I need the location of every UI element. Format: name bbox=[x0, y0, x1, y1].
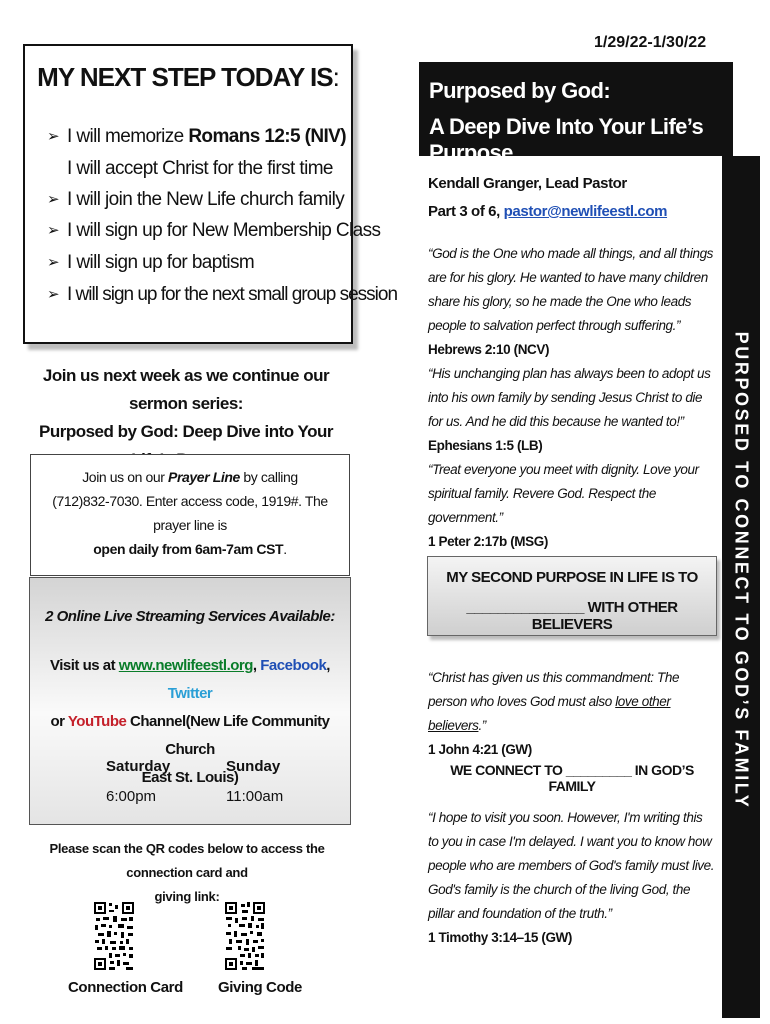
step-item-baptism[interactable] bbox=[47, 252, 255, 274]
step-item-text: I will accept Christ for the first time bbox=[67, 158, 333, 179]
step-item-accept-christ[interactable] bbox=[67, 158, 333, 180]
website-link[interactable]: www.newlifeestl.org bbox=[118, 657, 253, 674]
verse-peter bbox=[428, 458, 716, 554]
connection-card-label: Connection Card bbox=[68, 979, 183, 996]
verse-reference: Hebrews 2:10 (NCV) bbox=[428, 342, 550, 357]
step-item-verse: Romans 12:5 (NIV) bbox=[188, 126, 346, 147]
connect-pre: WE CONNECT TO bbox=[450, 762, 566, 778]
purpose-line2-text: WITH OTHER BELIEVERS bbox=[531, 599, 678, 633]
arrow-bullet-icon: ➢ bbox=[47, 286, 59, 303]
verse-john bbox=[428, 666, 716, 762]
verse-reference: Ephesians 1:5 (LB) bbox=[428, 438, 543, 453]
join-next-line1: Join us next week as we continue our sermon series: bbox=[42, 366, 330, 413]
connect-post: IN GOD’S FAMILY bbox=[548, 762, 694, 794]
side-title: PURPOSED TO CONNECT TO GOD’S FAMILY bbox=[731, 331, 752, 810]
saturday-time: 6:00pm bbox=[106, 788, 157, 805]
saturday-label: Saturday bbox=[106, 758, 171, 775]
prayer-post: by calling bbox=[239, 469, 298, 485]
giving-code-label: Giving Code bbox=[218, 979, 302, 996]
prayer-line-box bbox=[30, 454, 350, 576]
sunday-label: Sunday bbox=[226, 758, 281, 775]
connection-card-qr-icon[interactable] bbox=[93, 901, 135, 971]
pastor-info bbox=[428, 170, 716, 226]
step-item-join-church[interactable] bbox=[47, 189, 345, 211]
verse-quote-underlined: love other believers bbox=[428, 694, 671, 733]
facebook-link[interactable]: Facebook bbox=[260, 657, 327, 674]
next-step-title-text: MY NEXT STEP TODAY IS bbox=[37, 62, 333, 92]
pastor-name: Kendall Granger, Lead Pastor bbox=[428, 175, 627, 192]
step-item-text: I will sign up for New Membership Class bbox=[67, 220, 381, 241]
step-item-membership-class[interactable] bbox=[47, 220, 381, 242]
streaming-links: Visit us at www.newlifeestl.org, Facebook, Twitter or YouTube Channel(New Life Community Church East St. Louis) bbox=[34, 652, 346, 792]
qr-instructions-line1: Please scan the QR codes below to access the connection card and bbox=[49, 841, 325, 880]
prayer-line-text bbox=[37, 465, 343, 561]
next-step-box bbox=[23, 44, 398, 344]
bulletin-date: 1/29/22-1/30/22 bbox=[594, 34, 707, 51]
banner-title-line2: A Deep Dive Into Your Life’s Purpose bbox=[429, 114, 704, 165]
verse-hebrews bbox=[428, 242, 716, 362]
verse-quote: “Treat everyone you meet with dignity. Love your spiritual family. Revere God. Respect the government.” bbox=[428, 462, 699, 525]
verse-ephesians bbox=[428, 362, 716, 458]
sermon-banner bbox=[419, 62, 733, 165]
series-part: Part 3 of 6, bbox=[428, 203, 504, 220]
visit-or: or bbox=[50, 713, 68, 730]
qr-instructions bbox=[20, 837, 354, 909]
verse-quote: “Christ has given us this commandment: The person who loves God must also bbox=[428, 670, 680, 709]
purpose-blank[interactable]: _______________ bbox=[466, 599, 584, 616]
step-item-small-group[interactable] bbox=[47, 284, 398, 306]
step-item-text: I will sign up for the next small group session bbox=[67, 284, 398, 305]
sunday-time: 11:00am bbox=[226, 788, 284, 805]
verse-reference: 1 Timothy 3:14–15 (GW) bbox=[428, 930, 572, 945]
pastor-email-link[interactable]: pastor@newlifeestl.com bbox=[503, 203, 668, 220]
purpose-line1: MY SECOND PURPOSE IN LIFE IS TO bbox=[446, 569, 698, 586]
qr-instructions-line2: giving link: bbox=[154, 889, 220, 904]
next-step-title bbox=[25, 62, 351, 93]
step-item-text: I will join the New Life church family bbox=[67, 189, 345, 210]
prayer-pre: Join us on our bbox=[82, 469, 169, 485]
verse-reference: 1 John 4:21 (GW) bbox=[428, 742, 532, 757]
we-connect-statement bbox=[428, 762, 716, 794]
verse-reference: 1 Peter 2:17b (MSG) bbox=[428, 534, 548, 549]
prayer-phone: (712)832-7030. Enter access code, 1919#. The prayer line is bbox=[52, 493, 328, 533]
arrow-bullet-icon: ➢ bbox=[47, 191, 59, 208]
purpose-line2 bbox=[428, 599, 716, 633]
verse-quote: “God is the One who made all things, and all things are for his glory. He wanted to have many children share his glory, so he made the One who leads people to salvation perfect through suffering.” bbox=[428, 246, 714, 333]
prayer-hours: open daily from 6am-7am CST bbox=[93, 541, 284, 557]
youtube-link[interactable]: YouTube bbox=[67, 713, 127, 730]
streaming-title: 2 Online Live Streaming Services Available: bbox=[45, 608, 335, 625]
arrow-bullet-icon: ➢ bbox=[47, 254, 59, 271]
visit-pre: Visit us at bbox=[50, 657, 119, 674]
verse-quote: “His unchanging plan has always been to adopt us into his own family by sending Jesus Christ to die for us. And he did this because he wanted to!” bbox=[428, 366, 711, 429]
verse-timothy bbox=[428, 806, 716, 950]
channel-name: Channel(New Life Community Church bbox=[126, 713, 330, 758]
twitter-link[interactable]: Twitter bbox=[167, 685, 213, 702]
prayer-line-name: Prayer Line bbox=[168, 469, 240, 485]
join-next-line2: Purposed by God: Deep Dive into Your bbox=[38, 422, 334, 441]
step-item-text: I will memorize bbox=[67, 126, 189, 147]
step-item-memorize[interactable] bbox=[47, 126, 346, 148]
prayer-hours-end: . bbox=[283, 541, 287, 557]
arrow-bullet-icon: ➢ bbox=[47, 128, 59, 145]
arrow-bullet-icon: ➢ bbox=[47, 222, 59, 239]
next-step-title-colon: : bbox=[332, 62, 339, 92]
verse-quote-end: .” bbox=[478, 718, 486, 733]
streaming-box bbox=[29, 577, 351, 825]
connect-blank[interactable]: _________ bbox=[565, 762, 632, 778]
second-purpose-box bbox=[427, 556, 717, 636]
giving-code-qr-icon[interactable] bbox=[224, 901, 266, 971]
channel-name-2: East St. Louis) bbox=[141, 769, 239, 786]
banner-title-line1: Purposed by God: bbox=[429, 78, 611, 103]
verse-quote: “I hope to visit you soon. However, I'm writing this to you in case I'm delayed. I want you to know how people who are members of God's family must live. God's family is the church of the living God, the pillar and foundation of the truth.” bbox=[428, 810, 715, 921]
step-item-text: I will sign up for baptism bbox=[67, 252, 255, 273]
